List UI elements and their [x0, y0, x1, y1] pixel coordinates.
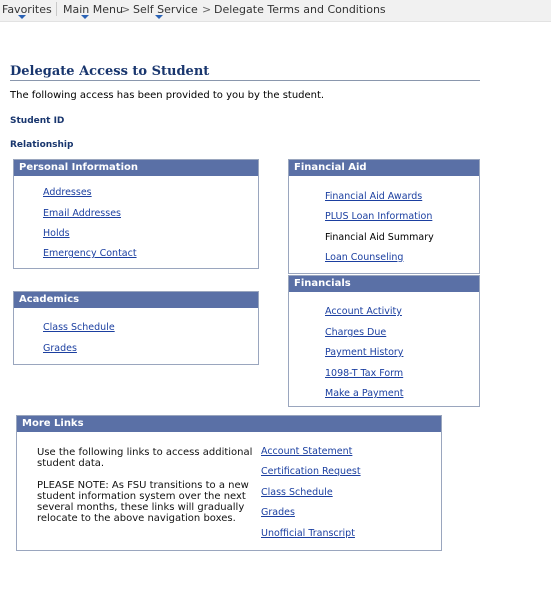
- payment-history-link[interactable]: Payment History: [325, 347, 404, 358]
- more-links-box: [16, 415, 442, 551]
- tax-form-1098t-link[interactable]: 1098-T Tax Form: [325, 368, 404, 379]
- more-links-description: Use the following links to access additional student data.: [37, 447, 253, 469]
- addresses-link[interactable]: Addresses: [43, 187, 92, 198]
- financial-aid-summary-text: Financial Aid Summary: [325, 232, 434, 243]
- favorites-menu[interactable]: Favorites: [2, 3, 52, 16]
- email-addresses-link[interactable]: Email Addresses: [43, 208, 122, 219]
- more-class-schedule-link[interactable]: Class Schedule: [261, 487, 333, 498]
- main-menu-caret-icon[interactable]: [81, 15, 89, 19]
- intro-text: The following access has been provided to you by the student.: [10, 90, 325, 101]
- financials-box: [288, 275, 480, 407]
- personal-information-box: [13, 159, 259, 269]
- title-divider: [10, 80, 480, 81]
- top-nav-bar: [0, 0, 551, 22]
- self-service-caret-icon[interactable]: [155, 15, 163, 19]
- holds-link[interactable]: Holds: [43, 228, 70, 239]
- financial-aid-awards-link[interactable]: Financial Aid Awards: [325, 191, 423, 202]
- loan-counseling-link[interactable]: Loan Counseling: [325, 252, 404, 263]
- emergency-contact-link[interactable]: Emergency Contact: [43, 248, 137, 259]
- financial-aid-header: Financial Aid: [289, 160, 479, 176]
- financials-header: Financials: [289, 276, 479, 292]
- main-menu[interactable]: Main Menu: [63, 3, 123, 16]
- student-id-label: Student ID: [10, 116, 65, 126]
- more-grades-link[interactable]: Grades: [261, 507, 295, 518]
- grades-link[interactable]: Grades: [43, 343, 77, 354]
- charges-due-link[interactable]: Charges Due: [325, 327, 387, 338]
- page-title: Delegate Access to Student: [10, 64, 210, 79]
- academics-box: [13, 291, 259, 365]
- financial-aid-box: [288, 159, 480, 274]
- academics-header: Academics: [14, 292, 258, 308]
- make-a-payment-link[interactable]: Make a Payment: [325, 388, 404, 399]
- more-links-header: More Links: [17, 416, 441, 432]
- breadcrumb-self-service[interactable]: Self Service: [133, 3, 198, 16]
- breadcrumb-current-page: Delegate Terms and Conditions: [214, 3, 386, 16]
- certification-request-link[interactable]: Certification Request: [261, 466, 361, 477]
- unofficial-transcript-link[interactable]: Unofficial Transcript: [261, 528, 355, 539]
- nav-divider: [56, 2, 57, 16]
- account-statement-link[interactable]: Account Statement: [261, 446, 353, 457]
- class-schedule-link[interactable]: Class Schedule: [43, 322, 115, 333]
- relationship-label: Relationship: [10, 140, 74, 150]
- plus-loan-information-link[interactable]: PLUS Loan Information: [325, 211, 433, 222]
- personal-information-header: Personal Information: [14, 160, 258, 176]
- favorites-caret-icon[interactable]: [18, 15, 26, 19]
- account-activity-link[interactable]: Account Activity: [325, 306, 402, 317]
- breadcrumb-separator-icon: >: [121, 3, 131, 16]
- fsu-transition-note: PLEASE NOTE: As FSU transitions to a new student information system over the next several months, these links will gradually relocate to the above navigation boxes.: [37, 480, 249, 524]
- breadcrumb-separator-icon: >: [202, 3, 212, 16]
